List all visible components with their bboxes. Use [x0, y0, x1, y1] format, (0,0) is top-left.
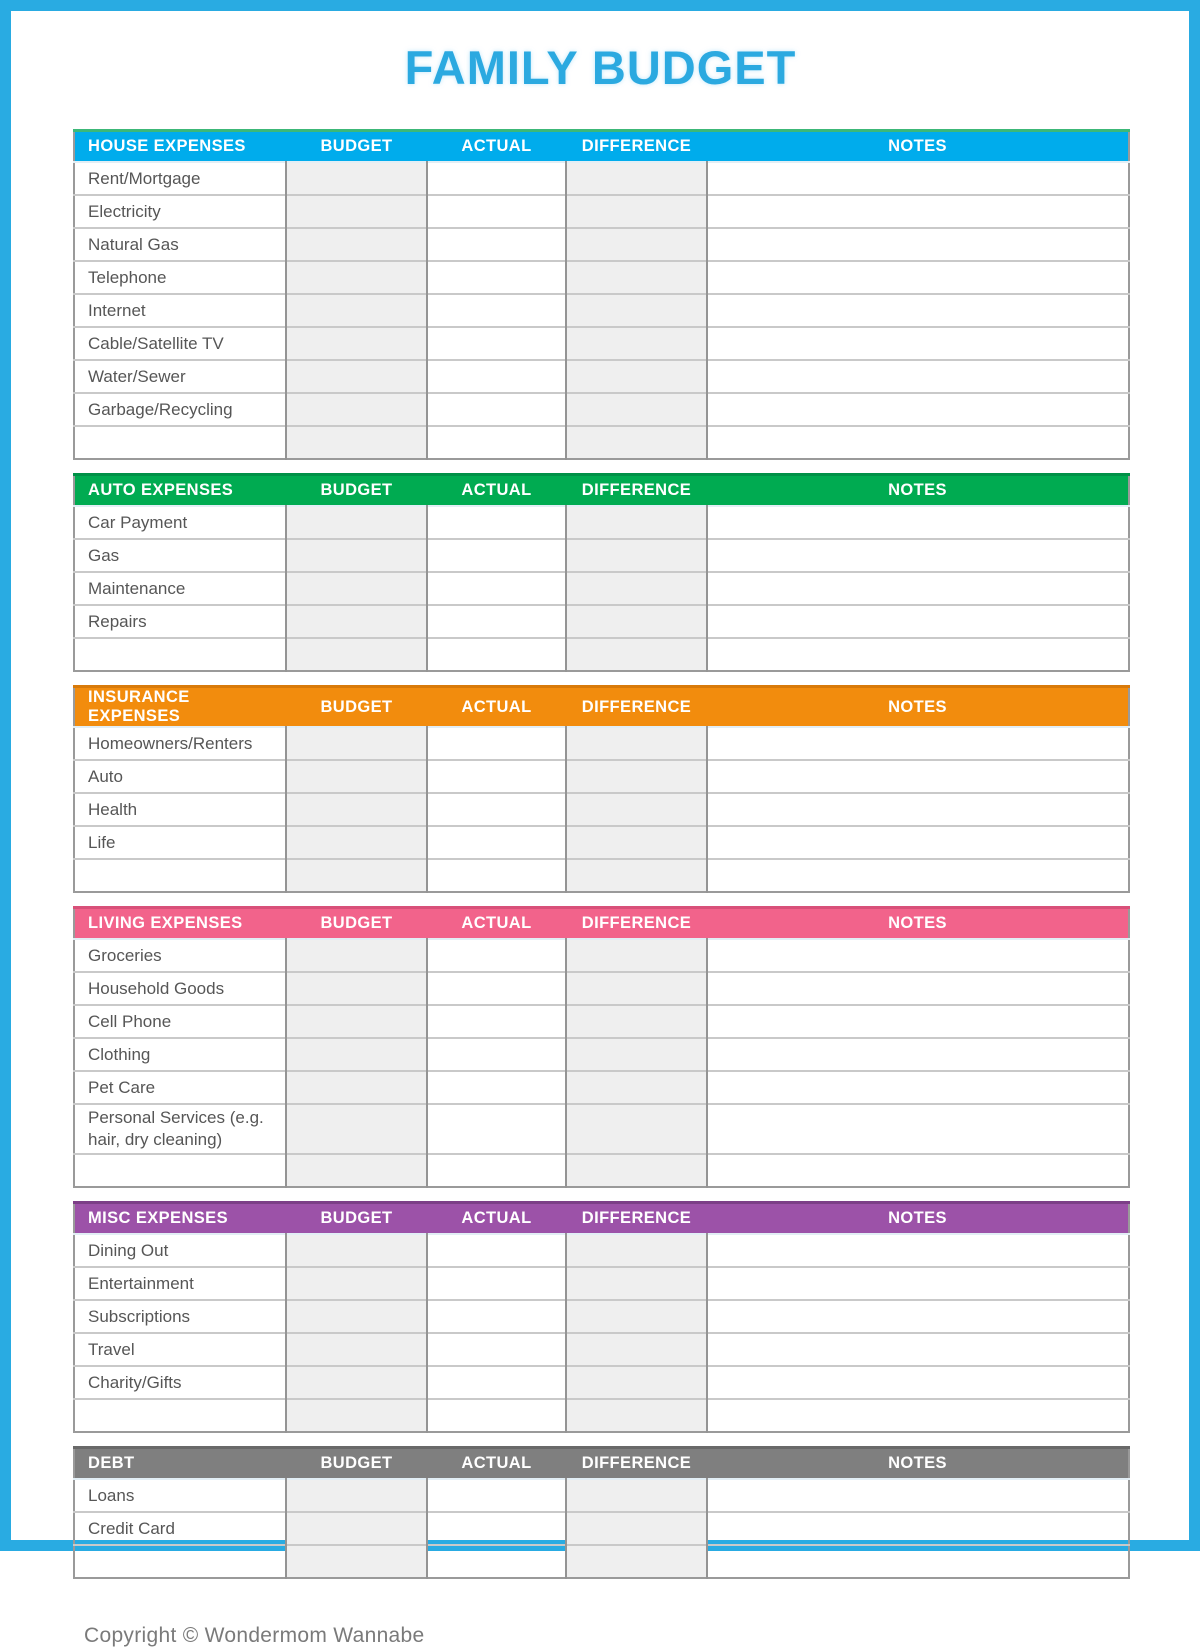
section-header-row: [74, 1448, 1129, 1480]
actual-cell: [427, 727, 566, 760]
expense-label: Pet Care: [74, 1071, 286, 1104]
difference-cell: [566, 261, 707, 294]
column-header-budget: BUDGET: [320, 914, 393, 932]
expense-row: [74, 1005, 1129, 1038]
expense-row: [74, 1071, 1129, 1104]
expense-row: [74, 1512, 1129, 1545]
actual-cell: [427, 1366, 566, 1399]
column-header-notes: NOTES: [888, 1209, 947, 1227]
expense-label: [74, 859, 286, 892]
difference-cell: [566, 1545, 707, 1578]
notes-cell: [707, 1234, 1129, 1267]
actual-cell: [427, 1005, 566, 1038]
budget-cell: [286, 294, 427, 327]
notes-cell: [707, 261, 1129, 294]
expense-row: [74, 1104, 1129, 1154]
expense-label: Electricity: [74, 195, 286, 228]
actual-cell: [427, 1104, 566, 1154]
difference-cell: [566, 539, 707, 572]
difference-cell: [566, 393, 707, 426]
budget-cell: [286, 1300, 427, 1333]
section-table-living-expenses: [73, 906, 1130, 1188]
expense-row: [74, 1333, 1129, 1366]
column-header-difference: DIFFERENCE: [581, 137, 692, 155]
expense-row: [74, 228, 1129, 261]
notes-cell: [707, 539, 1129, 572]
expense-row: [74, 1300, 1129, 1333]
column-header-notes: NOTES: [888, 914, 947, 932]
budget-cell: [286, 760, 427, 793]
actual-cell: [427, 327, 566, 360]
difference-cell: [566, 426, 707, 459]
budget-cell: [286, 1267, 427, 1300]
notes-cell: [707, 1366, 1129, 1399]
notes-cell: [707, 327, 1129, 360]
difference-cell: [566, 1104, 707, 1154]
budget-cell: [286, 727, 427, 760]
difference-cell: [566, 1154, 707, 1187]
actual-cell: [427, 294, 566, 327]
column-header-difference: DIFFERENCE: [581, 1209, 692, 1227]
budget-cell: [286, 261, 427, 294]
actual-cell: [427, 228, 566, 261]
budget-cell: [286, 1234, 427, 1267]
difference-cell: [566, 195, 707, 228]
column-header-difference: DIFFERENCE: [581, 914, 692, 932]
actual-cell: [427, 1154, 566, 1187]
difference-cell: [566, 605, 707, 638]
notes-cell: [707, 1512, 1129, 1545]
expense-label: Rent/Mortgage: [74, 162, 286, 195]
actual-cell: [427, 162, 566, 195]
expense-row: [74, 539, 1129, 572]
difference-cell: [566, 294, 707, 327]
notes-cell: [707, 1038, 1129, 1071]
budget-cell: [286, 162, 427, 195]
budget-cell: [286, 195, 427, 228]
budget-cell: [286, 1038, 427, 1071]
expense-label: Household Goods: [74, 972, 286, 1005]
empty-row: [74, 859, 1129, 892]
expense-label: Natural Gas: [74, 228, 286, 261]
empty-row: [74, 638, 1129, 671]
column-header-notes: NOTES: [888, 697, 947, 716]
expense-row: [74, 1038, 1129, 1071]
difference-cell: [566, 760, 707, 793]
column-header-notes: NOTES: [888, 481, 947, 499]
notes-cell: [707, 638, 1129, 671]
notes-cell: [707, 228, 1129, 261]
expense-row: [74, 195, 1129, 228]
budget-cell: [286, 1104, 427, 1154]
empty-row: [74, 1545, 1129, 1578]
budget-cell: [286, 228, 427, 261]
difference-cell: [566, 939, 707, 972]
difference-cell: [566, 972, 707, 1005]
actual-cell: [427, 360, 566, 393]
difference-cell: [566, 1300, 707, 1333]
column-header-actual: ACTUAL: [461, 1454, 532, 1472]
expense-row: [74, 506, 1129, 539]
budget-cell: [286, 972, 427, 1005]
difference-cell: [566, 638, 707, 671]
budget-cell: [286, 939, 427, 972]
expense-label: Cell Phone: [74, 1005, 286, 1038]
budget-tables: [73, 129, 1128, 1579]
budget-cell: [286, 1366, 427, 1399]
column-header-actual: ACTUAL: [461, 481, 532, 499]
difference-cell: [566, 793, 707, 826]
column-header-actual: ACTUAL: [461, 914, 532, 932]
column-header-notes: NOTES: [888, 137, 947, 155]
expense-label: Internet: [74, 294, 286, 327]
budget-cell: [286, 327, 427, 360]
actual-cell: [427, 1267, 566, 1300]
column-header-budget: BUDGET: [320, 137, 393, 155]
expense-label: [74, 426, 286, 459]
section-title: LIVING EXPENSES: [88, 914, 243, 932]
section-table-house-expenses: [73, 129, 1130, 460]
expense-label: [74, 1545, 286, 1578]
expense-label: Personal Services (e.g. hair, dry cleaning): [74, 1104, 286, 1154]
notes-cell: [707, 195, 1129, 228]
column-header-difference: DIFFERENCE: [581, 481, 692, 499]
actual-cell: [427, 539, 566, 572]
expense-row: [74, 294, 1129, 327]
budget-cell: [286, 539, 427, 572]
budget-cell: [286, 859, 427, 892]
expense-label: Maintenance: [74, 572, 286, 605]
expense-label: Auto: [74, 760, 286, 793]
expense-label: Entertainment: [74, 1267, 286, 1300]
notes-cell: [707, 1005, 1129, 1038]
actual-cell: [427, 1545, 566, 1578]
column-header-difference: DIFFERENCE: [581, 697, 692, 716]
notes-cell: [707, 605, 1129, 638]
actual-cell: [427, 261, 566, 294]
actual-cell: [427, 393, 566, 426]
column-header-notes: NOTES: [888, 1454, 947, 1472]
actual-cell: [427, 1479, 566, 1512]
difference-cell: [566, 1512, 707, 1545]
actual-cell: [427, 506, 566, 539]
notes-cell: [707, 793, 1129, 826]
section-table-insurance-expenses: [73, 685, 1130, 893]
notes-cell: [707, 1333, 1129, 1366]
expense-label: Loans: [74, 1479, 286, 1512]
notes-cell: [707, 393, 1129, 426]
notes-cell: [707, 1154, 1129, 1187]
actual-cell: [427, 1300, 566, 1333]
expense-row: [74, 261, 1129, 294]
notes-cell: [707, 1104, 1129, 1154]
budget-cell: [286, 1512, 427, 1545]
actual-cell: [427, 605, 566, 638]
difference-cell: [566, 360, 707, 393]
column-header-budget: BUDGET: [320, 1209, 393, 1227]
budget-cell: [286, 1545, 427, 1578]
expense-label: [74, 638, 286, 671]
column-header-actual: ACTUAL: [461, 697, 532, 716]
actual-cell: [427, 939, 566, 972]
notes-cell: [707, 294, 1129, 327]
actual-cell: [427, 859, 566, 892]
budget-cell: [286, 638, 427, 671]
page-title: FAMILY BUDGET: [404, 41, 797, 94]
budget-cell: [286, 572, 427, 605]
budget-cell: [286, 1005, 427, 1038]
actual-cell: [427, 760, 566, 793]
notes-cell: [707, 1399, 1129, 1432]
budget-cell: [286, 1071, 427, 1104]
empty-row: [74, 1399, 1129, 1432]
expense-row: [74, 1234, 1129, 1267]
expense-label: Cable/Satellite TV: [74, 327, 286, 360]
section-title: MISC EXPENSES: [88, 1209, 228, 1227]
notes-cell: [707, 972, 1129, 1005]
section-header-row: [74, 475, 1129, 507]
notes-cell: [707, 572, 1129, 605]
budget-cell: [286, 426, 427, 459]
budget-cell: [286, 605, 427, 638]
expense-label: Credit Card: [74, 1512, 286, 1545]
column-header-budget: BUDGET: [320, 1454, 393, 1472]
expense-row: [74, 793, 1129, 826]
difference-cell: [566, 727, 707, 760]
copyright-text: Copyright © Wondermom Wannabe: [84, 1624, 425, 1647]
notes-cell: [707, 727, 1129, 760]
notes-cell: [707, 859, 1129, 892]
empty-row: [74, 426, 1129, 459]
budget-cell: [286, 793, 427, 826]
difference-cell: [566, 826, 707, 859]
expense-row: [74, 727, 1129, 760]
notes-cell: [707, 426, 1129, 459]
actual-cell: [427, 426, 566, 459]
actual-cell: [427, 1399, 566, 1432]
column-header-actual: ACTUAL: [461, 1209, 532, 1227]
section-header-row: [74, 1203, 1129, 1235]
expense-label: Repairs: [74, 605, 286, 638]
notes-cell: [707, 826, 1129, 859]
actual-cell: [427, 1333, 566, 1366]
notes-cell: [707, 360, 1129, 393]
section-table-debt: [73, 1446, 1130, 1579]
difference-cell: [566, 327, 707, 360]
expense-label: Travel: [74, 1333, 286, 1366]
difference-cell: [566, 506, 707, 539]
expense-label: Health: [74, 793, 286, 826]
section-table-misc-expenses: [73, 1201, 1130, 1433]
difference-cell: [566, 1234, 707, 1267]
difference-cell: [566, 1399, 707, 1432]
expense-label: Gas: [74, 539, 286, 572]
notes-cell: [707, 1267, 1129, 1300]
expense-row: [74, 939, 1129, 972]
page-content: [11, 41, 1189, 1648]
budget-cell: [286, 360, 427, 393]
actual-cell: [427, 972, 566, 1005]
expense-label: [74, 1154, 286, 1187]
expense-row: [74, 393, 1129, 426]
actual-cell: [427, 1038, 566, 1071]
actual-cell: [427, 638, 566, 671]
expense-label: Dining Out: [74, 1234, 286, 1267]
notes-cell: [707, 1479, 1129, 1512]
section-header-row: [74, 131, 1129, 163]
expense-row: [74, 162, 1129, 195]
column-header-budget: BUDGET: [320, 697, 393, 716]
expense-label: Subscriptions: [74, 1300, 286, 1333]
budget-cell: [286, 393, 427, 426]
expense-label: Water/Sewer: [74, 360, 286, 393]
expense-label: [74, 1399, 286, 1432]
difference-cell: [566, 1267, 707, 1300]
difference-cell: [566, 1366, 707, 1399]
section-header-row: [74, 908, 1129, 940]
difference-cell: [566, 1479, 707, 1512]
expense-label: Homeowners/Renters: [74, 727, 286, 760]
expense-label: Clothing: [74, 1038, 286, 1071]
actual-cell: [427, 793, 566, 826]
difference-cell: [566, 1071, 707, 1104]
expense-row: [74, 327, 1129, 360]
expense-label: Groceries: [74, 939, 286, 972]
expense-row: [74, 1366, 1129, 1399]
notes-cell: [707, 1545, 1129, 1578]
section-title: DEBT: [88, 1454, 135, 1472]
budget-cell: [286, 506, 427, 539]
column-header-budget: BUDGET: [320, 481, 393, 499]
actual-cell: [427, 195, 566, 228]
notes-cell: [707, 162, 1129, 195]
expense-label: Garbage/Recycling: [74, 393, 286, 426]
budget-cell: [286, 1479, 427, 1512]
expense-row: [74, 572, 1129, 605]
expense-row: [74, 972, 1129, 1005]
expense-row: [74, 1267, 1129, 1300]
notes-cell: [707, 939, 1129, 972]
section-title: AUTO EXPENSES: [88, 481, 234, 499]
difference-cell: [566, 1005, 707, 1038]
budget-cell: [286, 1154, 427, 1187]
column-header-actual: ACTUAL: [461, 137, 532, 155]
expense-row: [74, 360, 1129, 393]
difference-cell: [566, 1038, 707, 1071]
difference-cell: [566, 1333, 707, 1366]
section-table-auto-expenses: [73, 473, 1130, 672]
actual-cell: [427, 1071, 566, 1104]
notes-cell: [707, 760, 1129, 793]
difference-cell: [566, 859, 707, 892]
budget-cell: [286, 1333, 427, 1366]
budget-cell: [286, 826, 427, 859]
notes-cell: [707, 1300, 1129, 1333]
expense-label: Car Payment: [74, 506, 286, 539]
notes-cell: [707, 1071, 1129, 1104]
expense-label: Life: [74, 826, 286, 859]
expense-row: [74, 760, 1129, 793]
section-title: INSURANCE EXPENSES: [88, 688, 190, 725]
section-header-row: [74, 687, 1129, 728]
difference-cell: [566, 162, 707, 195]
difference-cell: [566, 228, 707, 261]
expense-row: [74, 1479, 1129, 1512]
section-title: HOUSE EXPENSES: [88, 137, 246, 155]
actual-cell: [427, 826, 566, 859]
notes-cell: [707, 506, 1129, 539]
actual-cell: [427, 1234, 566, 1267]
expense-row: [74, 826, 1129, 859]
actual-cell: [427, 1512, 566, 1545]
budget-cell: [286, 1399, 427, 1432]
expense-label: Charity/Gifts: [74, 1366, 286, 1399]
expense-row: [74, 605, 1129, 638]
difference-cell: [566, 572, 707, 605]
empty-row: [74, 1154, 1129, 1187]
expense-label: Telephone: [74, 261, 286, 294]
actual-cell: [427, 572, 566, 605]
column-header-difference: DIFFERENCE: [581, 1454, 692, 1472]
